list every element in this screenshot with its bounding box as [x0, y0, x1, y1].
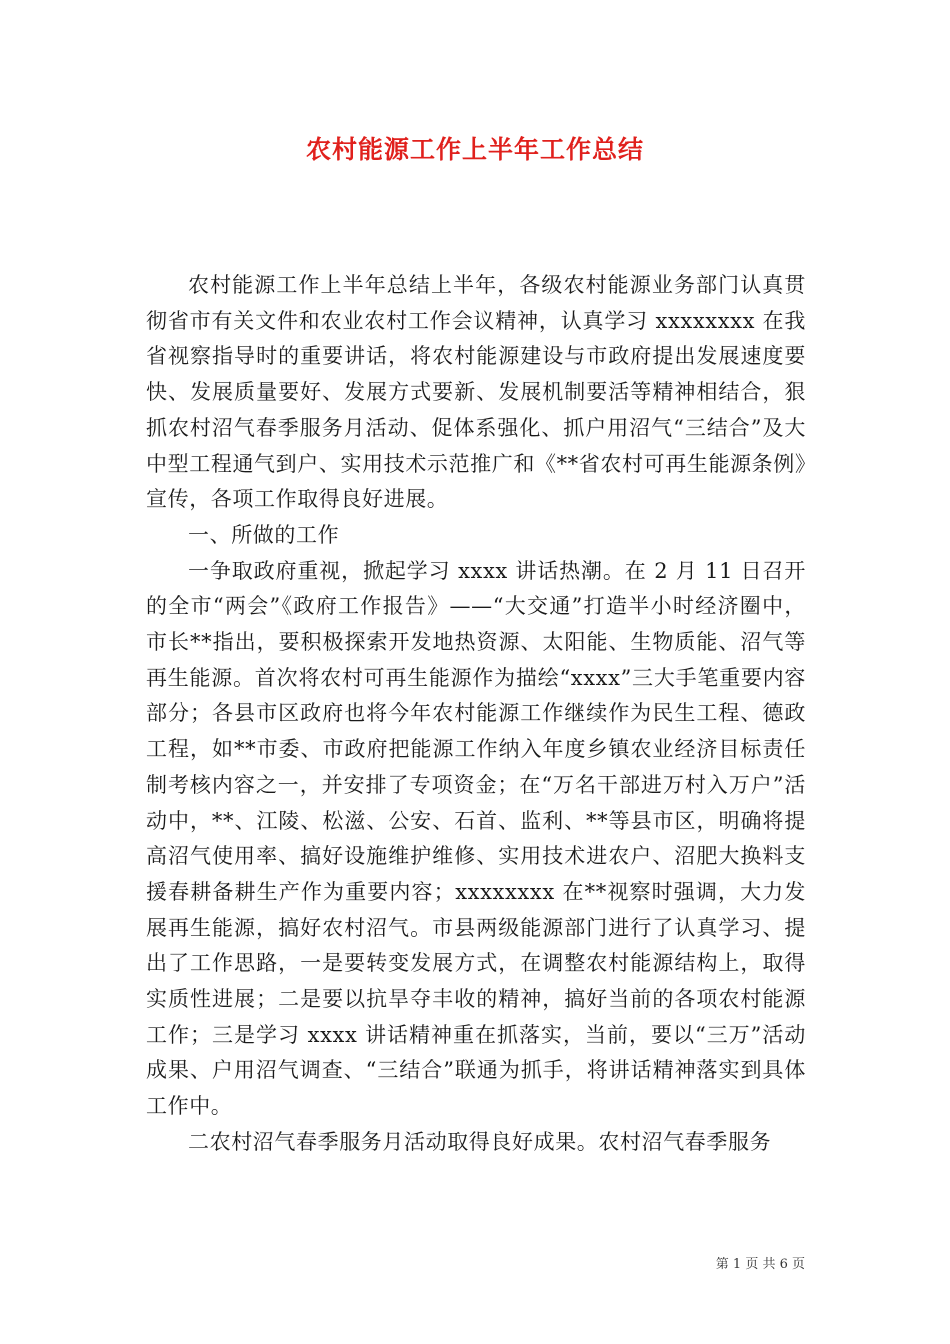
intro-paragraph: 农村能源工作上半年总结上半年，各级农村能源业务部门认真贯彻省市有关文件和农业农村工作会议精神，认真学习 xxxxxxxx 在我省视察指导时的重要讲话，将农村能源建设与市政府提出发展速度要快、发展质量要好、发展方式要新、发展机制要活等精神相结合，狠抓农村沼气春季服务月活动、促体系强化、抓户用沼气“三结合”及大中型工程通气到户、实用技术示范推广和《**省农村可再生能源条例》宣传，各项工作取得良好进展。: [146, 273, 806, 512]
page-number: 第 1 页 共 6 页: [715, 1257, 805, 1272]
section-heading: 一、所做的工作: [188, 522, 340, 547]
document-body: [146, 268, 806, 1161]
body-paragraph: 二农村沼气春季服务月活动取得良好成果。农村沼气春季服务: [188, 1129, 772, 1154]
document-title: 农村能源工作上半年工作总结: [305, 135, 644, 164]
body-paragraph: 一争取政府重视，掀起学习 xxxx 讲话热潮。在 2 月 11 日召开的全市“两会”《政府工作报告》——“大交通”打造半小时经济圈中，市长**指出，要积极探索开发地热资源、太阳能、生物质能、沼气等再生能源。首次将农村可再生能源作为描绘“xxxx”三大手笔重要内容部分；各县市区政府也将今年农村能源工作继续作为民生工程、德政工程，如**市委、市政府把能源工作纳入年度乡镇农业经济目标责任制考核内容之一，并安排了专项资金；在“万名干部进万村入万户”活动中，**、江陵、松滋、公安、石首、监利、**等县市区，明确将提高沼气使用率、搞好设施维护维修、实用技术进农户、沼肥大换料支援春耕备耕生产作为重要内容；xxxxxxxx 在**视察时强调，大力发展再生能源，搞好农村沼气。市县两级能源部门进行了认真学习、提出了工作思路，一是要转变发展方式，在调整农村能源结构上，取得实质性进展；二是要以抗旱夺丰收的精神，搞好当前的各项农村能源工作；三是学习 xxxx 讲话精神重在抓落实，当前，要以“三万”活动成果、户用沼气调查、“三结合”联通为抓手，将讲话精神落实到具体工作中。: [146, 558, 807, 1119]
